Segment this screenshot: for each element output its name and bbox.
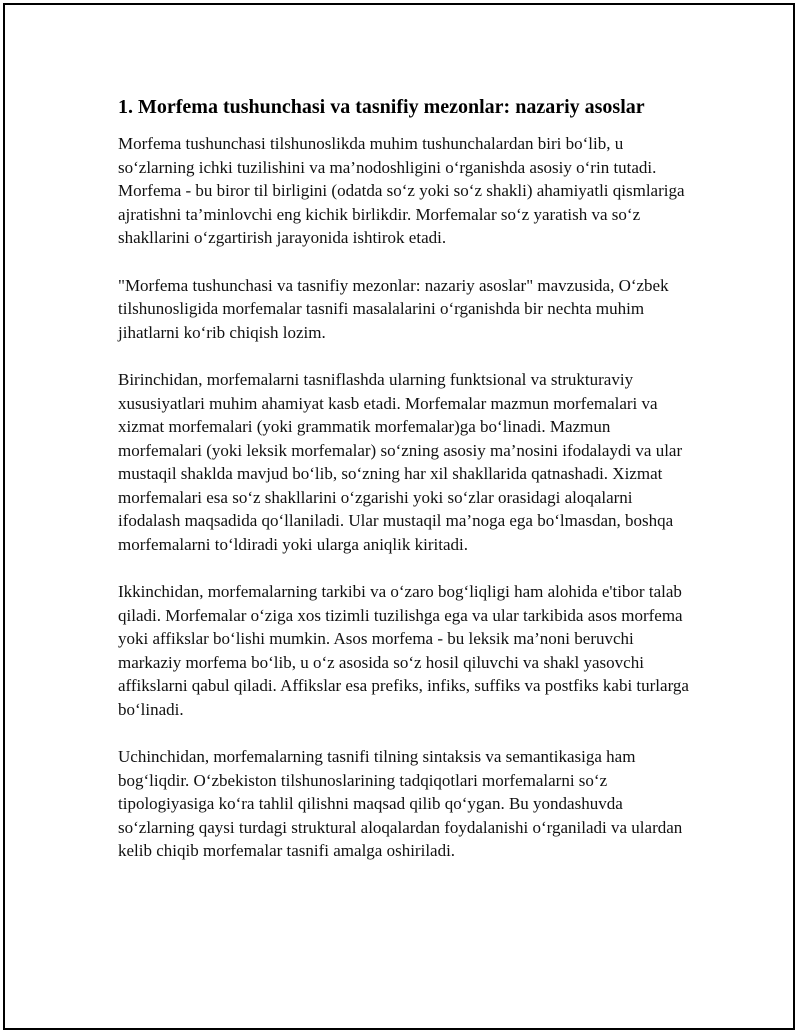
paragraph-third-point: Uchinchidan, morfemalarning tasnifi tilning sintaksis va semantikasiga ham bog‘liqdir. O‘zbekiston tilshunoslarining tadqiqotlari morfemalarni so‘z tipologiyasiga ko‘ra tahlil qilishni maqsad qilib qo‘ygan. Bu yondashuvda so‘zlarning qaysi turdagi struktural aloqalardan foydalanishi o‘rganiladi va ulardan kelib chiqib morfemalar tasnifi amalga oshiriladi. [118,747,683,860]
paragraph-first-point: Birinchidan, morfemalarni tasniflashda ularning funktsional va strukturaviy xususiyatlari muhim ahamiyat kasb etadi. Morfemalar mazmun morfemalari va xizmat morfemalari (yoki grammatik morfemalar)ga bo‘linadi. Mazmun morfemalari (yoki leksik morfemalar) so‘zning asosiy ma’nosini ifodalaydi va ular mustaqil shaklda mavjud bo‘lib, so‘zning har xil shakllarida qatnashadi. Xizmat morfemalari esa so‘z shakllarini o‘zgarishi yoki so‘zlar orasidagi aloqalarni ifodalash maqsadida qo‘llaniladi. Ular mustaqil ma’noga ega bo‘lmasdan, boshqa morfemalarni to‘ldiradi yoki ularga aniqlik kiritadi. [118,370,683,554]
section-heading: 1. Morfema tushunchasi va tasnifiy mezonlar: nazariy asoslar [118,96,645,118]
paragraph-topic: "Morfema tushunchasi va tasnifiy mezonlar: nazariy asoslar" mavzusida, O‘zbek tilshunosligida morfemalar tasnifi masalalarini o‘rganishda bir nechta muhim jihatlarni ko‘rib chiqish lozim. [118,275,669,342]
paragraph-intro: Morfema tushunchasi tilshunoslikda muhim tushunchalardan biri bo‘lib, u so‘zlarning ichki tuzilishini va ma’nodoshligini o‘rganishda asosiy o‘rin tutadi. Morfema - bu biror til birligini (odatda so‘z yoki so‘z shakli) ahamiyatli qismlariga ajratishni ta’minlovchi eng kichik birlikdir. Morfemalar so‘z yaratish va so‘z shakllarini o‘zgartirish jarayonida ishtirok etadi. [118,134,685,247]
document-body [118,94,690,863]
paragraph-second-point: Ikkinchidan, morfemalarning tarkibi va o‘zaro bog‘liqligi ham alohida e'tibor talab qiladi. Morfemalar o‘ziga xos tizimli tuzilishga ega va ular tarkibida asos morfema yoki affikslar bo‘lishi mumkin. Asos morfema - bu leksik ma’noni beruvchi markaziy morfema bo‘lib, u o‘z asosida so‘z hosil qiluvchi va shakl yasovchi affikslarni qabul qiladi. Affikslar esa prefiks, infiks, suffiks va postfiks kabi turlarga bo‘linadi. [118,582,689,719]
